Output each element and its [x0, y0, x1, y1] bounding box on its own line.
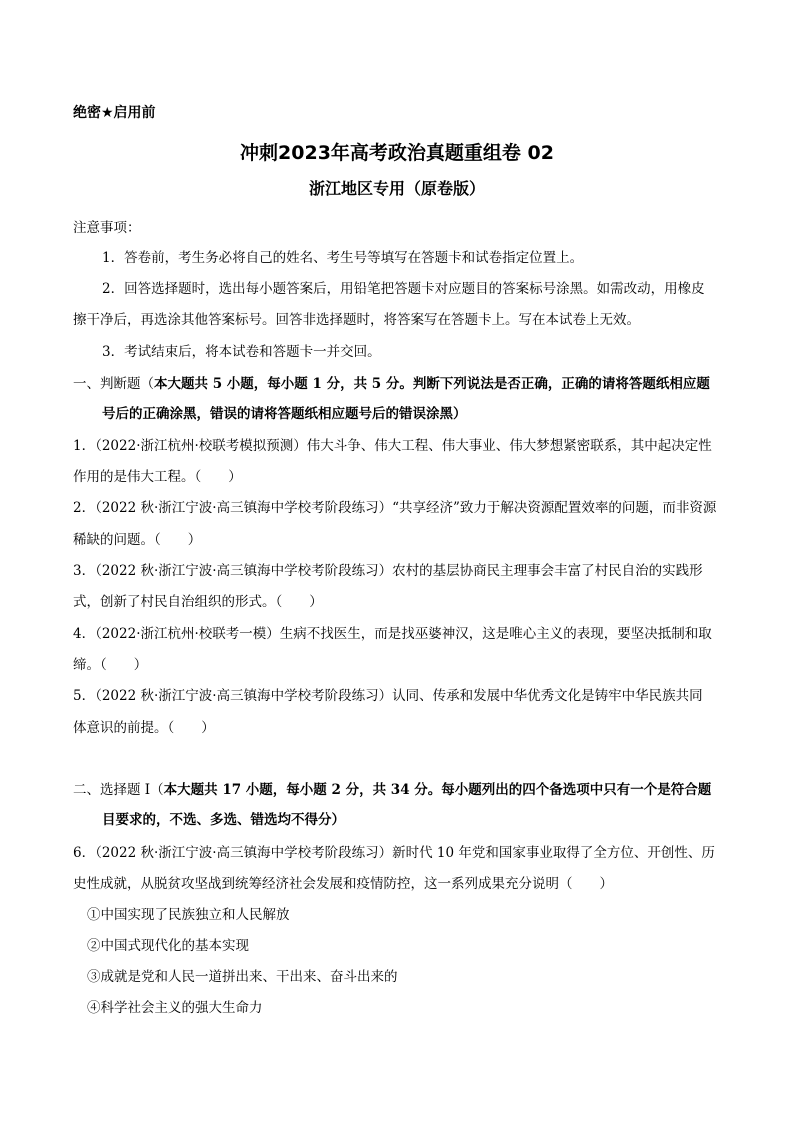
note-item: 2．回答选择题时，选出每小题答案后，用铅笔把答题卡对应题目的答案标号涂黑。如需改动，用橡皮: [102, 281, 705, 297]
question-1: 1．（2022·浙江杭州·校联考模拟预测）伟大斗争、伟大工程、伟大事业、伟大梦想紧密联系，其中起决定性: [73, 438, 712, 454]
secret-label: 绝密★启用前: [73, 105, 156, 121]
question-3: 3．（2022 秋·浙江宁波·高三镇海中学校考阶段练习）农村的基层协商民主理事会丰富了村民自治的实践形: [73, 563, 703, 579]
section1-heading: [73, 374, 710, 394]
note-item: 1．答卷前，考生务必将自己的姓名、考生号等填写在答题卡和试卷指定位置上。: [102, 250, 584, 266]
question-6-cont: 史性成就，从脱贫攻坚战到统筹经济社会发展和疫情防控，这一系列成果充分说明（ ）: [73, 876, 613, 892]
section2-rule-cont: 目要求的，不选、多选、错选均不得分）: [102, 812, 345, 828]
question-2-cont: 稀缺的问题。（ ）: [73, 532, 202, 548]
question-6: 6．（2022 秋·浙江宁波·高三镇海中学校考阶段练习）新时代 10 年党和国家事业取得了全方位、开创性、历: [73, 845, 715, 861]
question-1-cont: 作用的是伟大工程。（ ）: [73, 469, 242, 485]
question-2: 2．（2022 秋·浙江宁波·高三镇海中学校考阶段练习）“共享经济”致力于解决资源配置效率的问题，而非资源: [73, 500, 717, 516]
section1-prefix: 一、判断题（: [73, 376, 154, 392]
question-5: 5．（2022 秋·浙江宁波·高三镇海中学校考阶段练习）认同、传承和发展中华优秀文化是铸牢中华民族共同: [73, 688, 703, 704]
note-item: 3．考试结束后，将本试卷和答题卡一并交回。: [102, 344, 381, 360]
option-1: ①中国实现了民族独立和人民解放: [87, 907, 290, 923]
question-4: 4．（2022·浙江杭州·校联考一模）生病不找医生，而是找巫婆神汉，这是唯心主义的表现，要坚决抵制和取: [73, 626, 712, 642]
section1-rule-cont: 号后的正确涂黑，错误的请将答题纸相应题号后的错误涂黑）: [102, 406, 467, 422]
section2-heading: [73, 780, 711, 800]
option-4: ④科学社会主义的强大生命力: [87, 1000, 263, 1016]
section2-prefix: 二、选择题 I（: [73, 782, 164, 798]
page-title: 冲刺2023年高考政治真题重组卷 02: [240, 142, 554, 164]
notes-heading: 注意事项：: [73, 220, 141, 236]
question-5-cont: 体意识的前提。（ ）: [73, 720, 215, 736]
option-2: ②中国式现代化的基本实现: [87, 938, 249, 954]
question-3-cont: 式，创新了村民自治组织的形式。（ ）: [73, 594, 323, 610]
note-item: 擦干净后，再选涂其他答案标号。回答非选择题时，将答案写在答题卡上。写在本试卷上无效。: [73, 312, 640, 328]
section2-rule: 本大题共 17 小题，每小题 2 分，共 34 分。每小题列出的四个备选项中只有一个是符合题: [163, 782, 712, 798]
section1-rule: 本大题共 5 小题，每小题 1 分，共 5 分。判断下列说法是否正确，正确的请将答题纸相应题: [154, 376, 710, 392]
page-subtitle: 浙江地区专用（原卷版）: [308, 179, 485, 198]
option-3: ③成就是党和人民一道拼出来、干出来、奋斗出来的: [87, 969, 398, 985]
question-4-cont: 缔。（ ）: [73, 657, 148, 673]
